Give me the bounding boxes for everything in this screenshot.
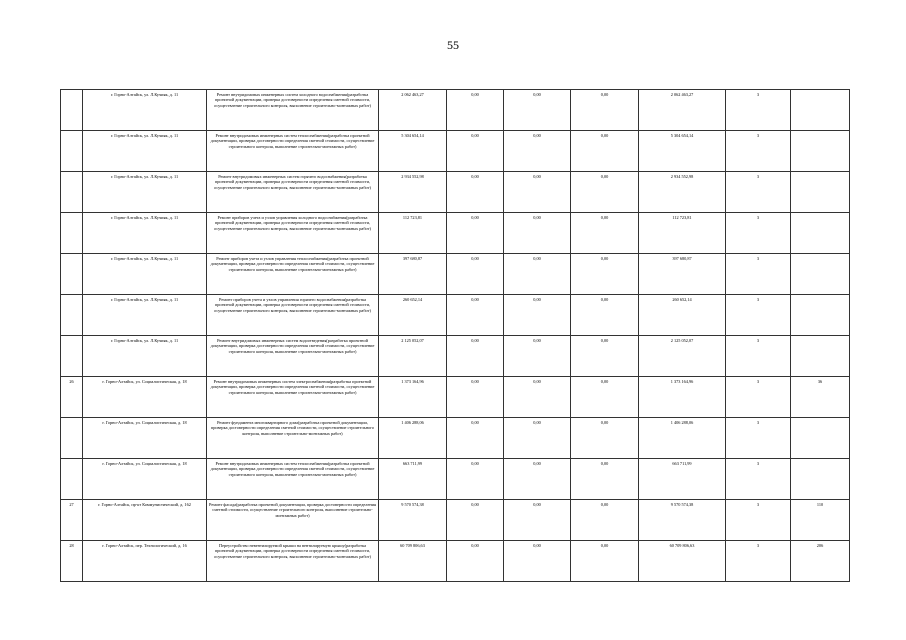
cell-period: 3 — [726, 418, 791, 459]
cell-funding-2: 0,00 — [504, 336, 571, 377]
cell-funding-2: 0,00 — [504, 418, 571, 459]
table-row — [61, 377, 850, 418]
cell-owner-funds: 2 934 552,98 — [639, 172, 726, 213]
cell-total-cost: 5 304 654,14 — [379, 131, 447, 172]
table-body — [61, 90, 850, 582]
cell-funding-3: 0,00 — [571, 377, 639, 418]
cell-funding-2: 0,00 — [504, 541, 571, 582]
cell-period: 3 — [726, 131, 791, 172]
cell-funding-1: 0,00 — [447, 90, 504, 131]
cell-period: 3 — [726, 254, 791, 295]
cell-work-description: Ремонт внутридомовых инженерных систем теплоснабжения(разработка проектной документации, проверка достоверности определения сметной стоимости, осуществление строительного контроля, выполнение строительно-монтажных работ) — [207, 131, 379, 172]
cell-period: 3 — [726, 336, 791, 377]
table-row — [61, 172, 850, 213]
table-row — [61, 213, 850, 254]
cell-period: 3 — [726, 172, 791, 213]
cell-address: г. Горно-Алтайск, ул. Л.Кучияк, д. 11 — [83, 336, 207, 377]
cell-funding-3: 0,00 — [571, 90, 639, 131]
cell-funding-3: 0,00 — [571, 213, 639, 254]
cell-funding-1: 0,00 — [447, 541, 504, 582]
cell-extra — [791, 213, 850, 254]
cell-funding-1: 0,00 — [447, 336, 504, 377]
cell-period: 3 — [726, 213, 791, 254]
cell-number — [61, 90, 83, 131]
table-row — [61, 131, 850, 172]
cell-address: г. Горно-Алтайск, ул. Л.Кучияк, д. 11 — [83, 213, 207, 254]
cell-address: г. Горно-Алтайск, ул. Социалистическая, д. 18 — [83, 418, 207, 459]
cell-funding-3: 0,00 — [571, 500, 639, 541]
cell-number: 26 — [61, 377, 83, 418]
cell-extra: 206 — [791, 541, 850, 582]
cell-owner-funds: 2 125 052,07 — [639, 336, 726, 377]
cell-funding-1: 0,00 — [447, 131, 504, 172]
cell-funding-2: 0,00 — [504, 90, 571, 131]
cell-owner-funds: 663 711,99 — [639, 459, 726, 500]
table-row — [61, 541, 850, 582]
table-row — [61, 459, 850, 500]
cell-number: 27 — [61, 500, 83, 541]
cell-number — [61, 336, 83, 377]
cell-number — [61, 254, 83, 295]
cell-address: г. Горно-Алтайск, ул. Л.Кучияк, д. 11 — [83, 90, 207, 131]
table-row — [61, 336, 850, 377]
cell-funding-2: 0,00 — [504, 131, 571, 172]
registry-table — [60, 89, 850, 582]
cell-work-description: Ремонт внутридомовых инженерных систем теплоснабжения(разработка проектной документации, проверка достоверности определения сметной стоимости, осуществление строительного контроля, выполнение строительно-монтажных работ) — [207, 459, 379, 500]
cell-total-cost: 60 709 806,63 — [379, 541, 447, 582]
cell-funding-1: 0,00 — [447, 295, 504, 336]
cell-extra: 110 — [791, 500, 850, 541]
cell-total-cost: 663 711,99 — [379, 459, 447, 500]
cell-owner-funds: 397 680,87 — [639, 254, 726, 295]
cell-extra — [791, 90, 850, 131]
cell-funding-3: 0,00 — [571, 295, 639, 336]
cell-work-description: Ремонт фундамента многоквартирного дома(разработка проектной документации, проверка достоверности определения сметной стоимости, осуществление строительного контроля, выполнение строительно-монтажных работ) — [207, 418, 379, 459]
cell-funding-1: 0,00 — [447, 377, 504, 418]
cell-period: 3 — [726, 500, 791, 541]
cell-total-cost: 1 373 164,96 — [379, 377, 447, 418]
cell-number: 28 — [61, 541, 83, 582]
cell-work-description: Ремонт внутридомовых инженерных систем электроснабжения(разработка проектной документации, проверка достоверности определения сметной стоимости, осуществление строительного контроля, выполнение строительно-монтажных работ) — [207, 377, 379, 418]
cell-funding-1: 0,00 — [447, 254, 504, 295]
cell-owner-funds: 1 406 288,06 — [639, 418, 726, 459]
table-row — [61, 500, 850, 541]
cell-address: г. Горно-Алтайск, ул. Социалистическая, д. 18 — [83, 377, 207, 418]
cell-period: 3 — [726, 295, 791, 336]
cell-funding-3: 0,00 — [571, 459, 639, 500]
cell-funding-2: 0,00 — [504, 377, 571, 418]
cell-number — [61, 418, 83, 459]
cell-address: г. Горно-Алтайск, ул. Л.Кучияк, д. 11 — [83, 295, 207, 336]
cell-extra — [791, 459, 850, 500]
cell-address: г. Горно-Алтайск, ул. Социалистическая, д. 18 — [83, 459, 207, 500]
cell-funding-1: 0,00 — [447, 172, 504, 213]
cell-total-cost: 397 680,87 — [379, 254, 447, 295]
cell-total-cost: 112 723,81 — [379, 213, 447, 254]
cell-owner-funds: 5 304 654,14 — [639, 131, 726, 172]
cell-funding-2: 0,00 — [504, 172, 571, 213]
cell-total-cost: 9 570 574,38 — [379, 500, 447, 541]
cell-funding-3: 0,00 — [571, 254, 639, 295]
cell-work-description: Переустройство невентилируемой крыши на вентилируемую крышу(разработка проектной документации, проверка достоверности определения сметной стоимости, осуществление строительного контроля, выполнение строительно-монтажных работ) — [207, 541, 379, 582]
cell-total-cost: 2 934 552,98 — [379, 172, 447, 213]
table-row — [61, 254, 850, 295]
cell-period: 3 — [726, 541, 791, 582]
cell-funding-3: 0,00 — [571, 172, 639, 213]
page-number: 55 — [447, 38, 459, 52]
cell-number — [61, 172, 83, 213]
cell-address: г. Горно-Алтайск, ул. Л.Кучияк, д. 11 — [83, 131, 207, 172]
cell-period: 3 — [726, 90, 791, 131]
cell-work-description: Ремонт внутридомовых инженерных систем холодного водоснабжения(разработка проектной документации, проверка достоверности определения сметной стоимости, осуществление строительного контроля, выполнение строительно-монтажных работ) — [207, 90, 379, 131]
cell-address: г. Горно-Алтайск, пр-кт Коммунистический, д. 162 — [83, 500, 207, 541]
cell-work-description: Ремонт фасада(разработка проектной документации, проверка достоверности определения сметной стоимости, осуществление строительного контроля, выполнение строительно-монтажных работ) — [207, 500, 379, 541]
cell-extra — [791, 254, 850, 295]
cell-extra — [791, 172, 850, 213]
cell-extra — [791, 336, 850, 377]
cell-extra — [791, 295, 850, 336]
cell-number — [61, 213, 83, 254]
cell-owner-funds: 9 570 574,38 — [639, 500, 726, 541]
table-row — [61, 295, 850, 336]
cell-funding-1: 0,00 — [447, 213, 504, 254]
cell-extra — [791, 131, 850, 172]
cell-funding-1: 0,00 — [447, 459, 504, 500]
cell-owner-funds: 112 723,81 — [639, 213, 726, 254]
cell-work-description: Ремонт внутридомовых инженерных систем водоотведения(разработка проектной документации, проверка достоверности определения сметной стоимости, осуществление строительного контроля, выполнение строительно-монтажных работ) — [207, 336, 379, 377]
cell-funding-1: 0,00 — [447, 418, 504, 459]
cell-funding-3: 0,00 — [571, 418, 639, 459]
cell-period: 3 — [726, 459, 791, 500]
cell-address: г. Горно-Алтайск, ул. Л.Кучияк, д. 11 — [83, 254, 207, 295]
cell-total-cost: 1 406 288,06 — [379, 418, 447, 459]
cell-owner-funds: 60 709 806,63 — [639, 541, 726, 582]
cell-funding-2: 0,00 — [504, 295, 571, 336]
cell-work-description: Ремонт приборов учета и узлов управления теплоснабжения(разработка проектной документации, проверка достоверности определения сметной стоимости, осуществление строительного контроля, выполнение строительно-монтажных работ) — [207, 254, 379, 295]
table-row — [61, 418, 850, 459]
cell-funding-3: 0,00 — [571, 336, 639, 377]
cell-total-cost: 2 062 463,27 — [379, 90, 447, 131]
cell-funding-1: 0,00 — [447, 500, 504, 541]
cell-number — [61, 459, 83, 500]
cell-total-cost: 260 652,14 — [379, 295, 447, 336]
table-row — [61, 90, 850, 131]
cell-funding-2: 0,00 — [504, 459, 571, 500]
cell-owner-funds: 260 652,14 — [639, 295, 726, 336]
cell-work-description: Ремонт внутридомовых инженерных систем горячего водоснабжения(разработка проектной документации, проверка достоверности определения сметной стоимости, осуществление строительного контроля, выполнение строительно-монтажных работ) — [207, 172, 379, 213]
cell-address: г. Горно-Алтайск, пер. Технологический, д. 16 — [83, 541, 207, 582]
cell-work-description: Ремонт приборов учета и узлов управления горячего водоснабжения(разработка проектной документации, проверка достоверности определения сметной стоимости, осуществление строительного контроля, выполнение строительно-монтажных работ) — [207, 295, 379, 336]
cell-funding-2: 0,00 — [504, 500, 571, 541]
cell-owner-funds: 2 062 463,27 — [639, 90, 726, 131]
cell-period: 3 — [726, 377, 791, 418]
cell-number — [61, 131, 83, 172]
cell-total-cost: 2 125 052,07 — [379, 336, 447, 377]
cell-extra — [791, 418, 850, 459]
cell-funding-3: 0,00 — [571, 131, 639, 172]
cell-address: г. Горно-Алтайск, ул. Л.Кучияк, д. 11 — [83, 172, 207, 213]
cell-funding-3: 0,00 — [571, 541, 639, 582]
cell-extra: 36 — [791, 377, 850, 418]
cell-funding-2: 0,00 — [504, 254, 571, 295]
cell-owner-funds: 1 373 164,96 — [639, 377, 726, 418]
cell-funding-2: 0,00 — [504, 213, 571, 254]
cell-number — [61, 295, 83, 336]
cell-work-description: Ремонт приборов учета и узлов управления холодного водоснабжения(разработка проектной документации, проверка достоверности определения сметной стоимости, осуществление строительного контроля, выполнение строительно-монтажных работ) — [207, 213, 379, 254]
